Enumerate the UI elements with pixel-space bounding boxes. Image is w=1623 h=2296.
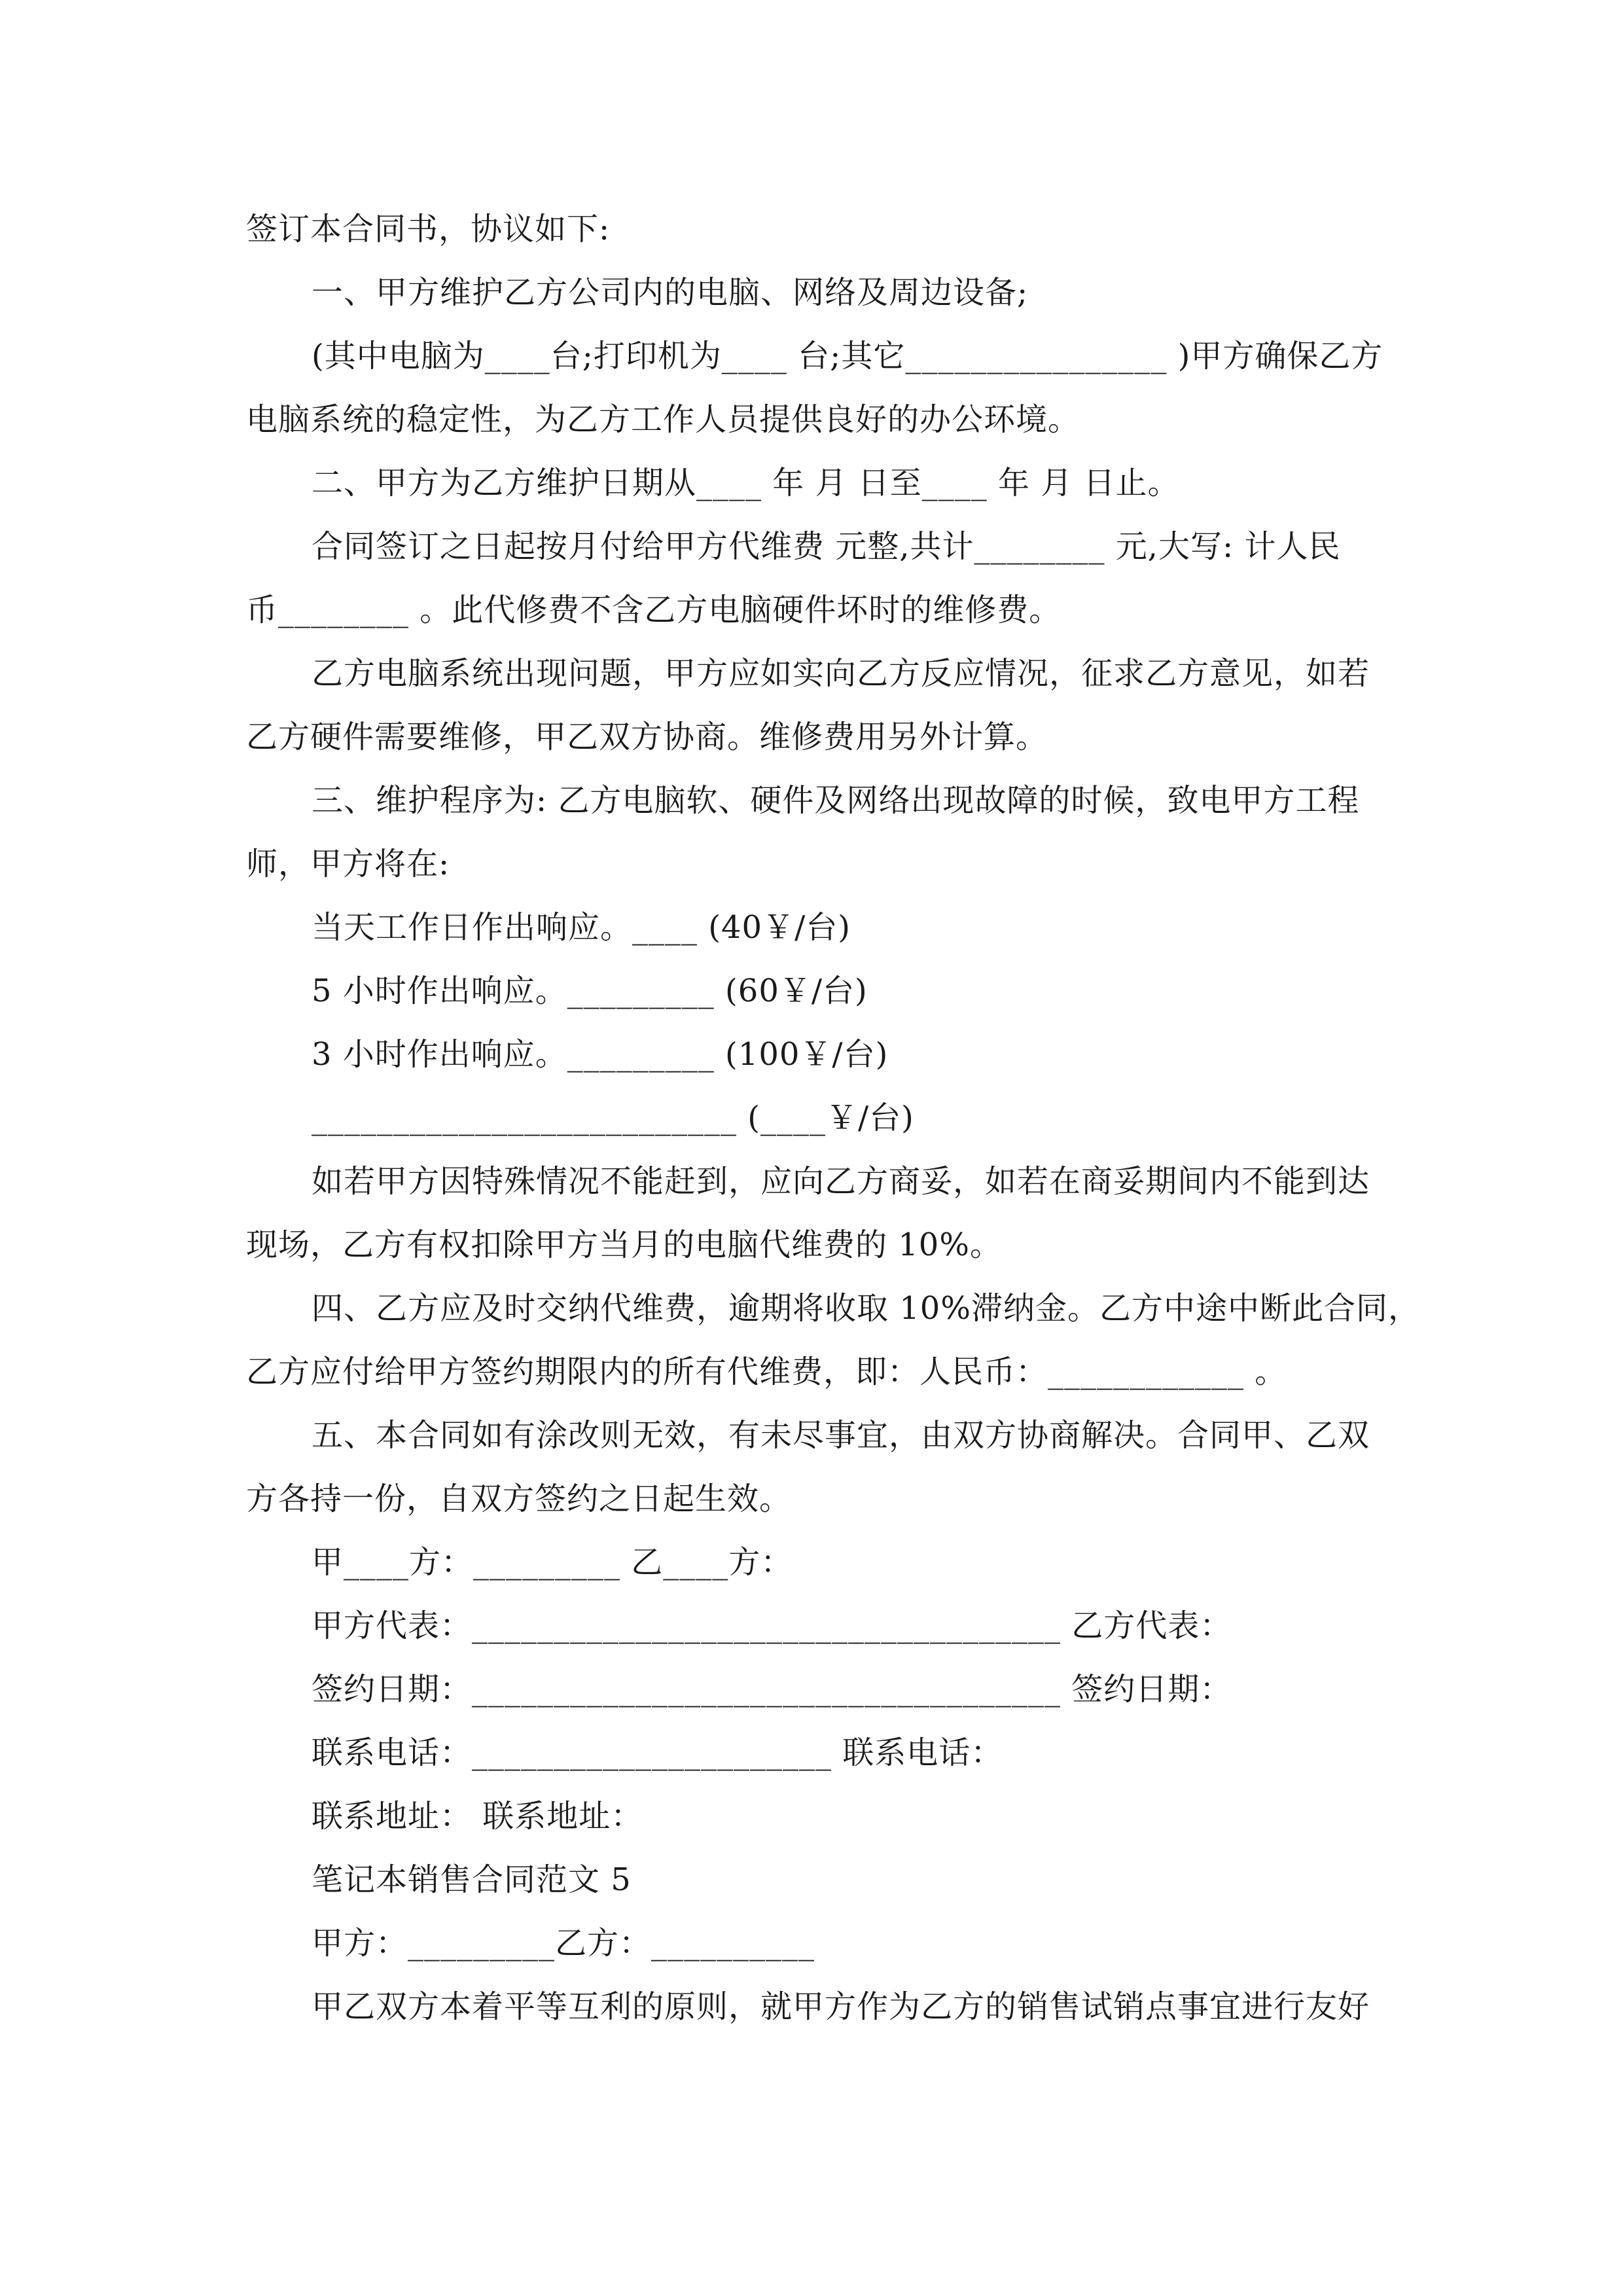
signature-phone: 联系电话：______________________ 联系电话： [312,1734,1003,1771]
text-line: 乙方应付给甲方签约期限内的所有代维费，即：人民币：____________ 。 [246,1354,1287,1390]
response-option: __________________________ (____￥/台) [312,1100,914,1136]
signature-date: 签约日期：____________________________________ 签约日期： [312,1671,1232,1708]
section-title: 笔记本销售合同范文 5 [312,1861,632,1898]
text-line: (其中电脑为____台;打印机为____ 台;其它________________ )甲方确保乙方 [312,338,1383,374]
response-option: 3 小时作出响应。_________ (100￥/台) [312,1036,889,1073]
text-line: 方各持一份，自双方签约之日起生效。 [246,1480,792,1517]
text-line: 乙方电脑系统出现问题，甲方应如实向乙方反应情况，征求乙方意见，如若 [312,655,1370,692]
clause-4: 四、乙方应及时交纳代维费，逾期将收取 10%滞纳金。乙方中途中断此合同， [312,1290,1420,1327]
text-line: 甲乙双方本着平等互利的原则，就甲方作为乙方的销售试销点事宜进行友好 [312,1988,1370,2025]
signature-representative: 甲方代表：____________________________________ 乙方代表： [312,1607,1232,1644]
text-line: 签订本合同书，协议如下: [246,211,611,247]
clause-1: 一、甲方维护乙方公司内的电脑、网络及周边设备; [312,274,1029,311]
signature-address: 联系地址： 联系地址： [312,1798,643,1835]
text-line: 电脑系统的稳定性，为乙方工作人员提供良好的办公环境。 [246,401,1080,438]
text-line: 乙方硬件需要维修，甲乙双方协商。维修费用另外计算。 [246,719,1048,755]
clause-5: 五、本合同如有涂改则无效，有未尽事宜，由双方协商解决。合同甲、乙双 [312,1417,1370,1454]
response-option: 当天工作日作出响应。____ (40￥/台) [312,909,851,946]
parties-line: 甲方：_________乙方：__________ [312,1925,815,1962]
text-line: 币________ 。此代修费不含乙方电脑硬件坏时的维修费。 [246,592,1061,628]
clause-3: 三、维护程序为: 乙方电脑软、硬件及网络出现故障的时候，致电甲方工程 [312,782,1360,819]
text-line: 合同签订之日起按月付给甲方代维费 元整,共计________ 元,大写: 计人民 [312,528,1341,565]
text-line: 师，甲方将在: [246,846,450,882]
text-line: 如若甲方因特殊情况不能赶到，应向乙方商妥，如若在商妥期间内不能到达 [312,1163,1370,1200]
text-line: 现场，乙方有权扣除甲方当月的电脑代维费的 10%。 [246,1227,1002,1263]
signature-parties: 甲____方：_________ 乙____方： [312,1544,793,1581]
clause-2: 二、甲方为乙方维护日期从____ 年 月 日至____ 年 月 日止。 [312,465,1180,501]
response-option: 5 小时作出响应。_________ (60￥/台) [312,973,868,1009]
